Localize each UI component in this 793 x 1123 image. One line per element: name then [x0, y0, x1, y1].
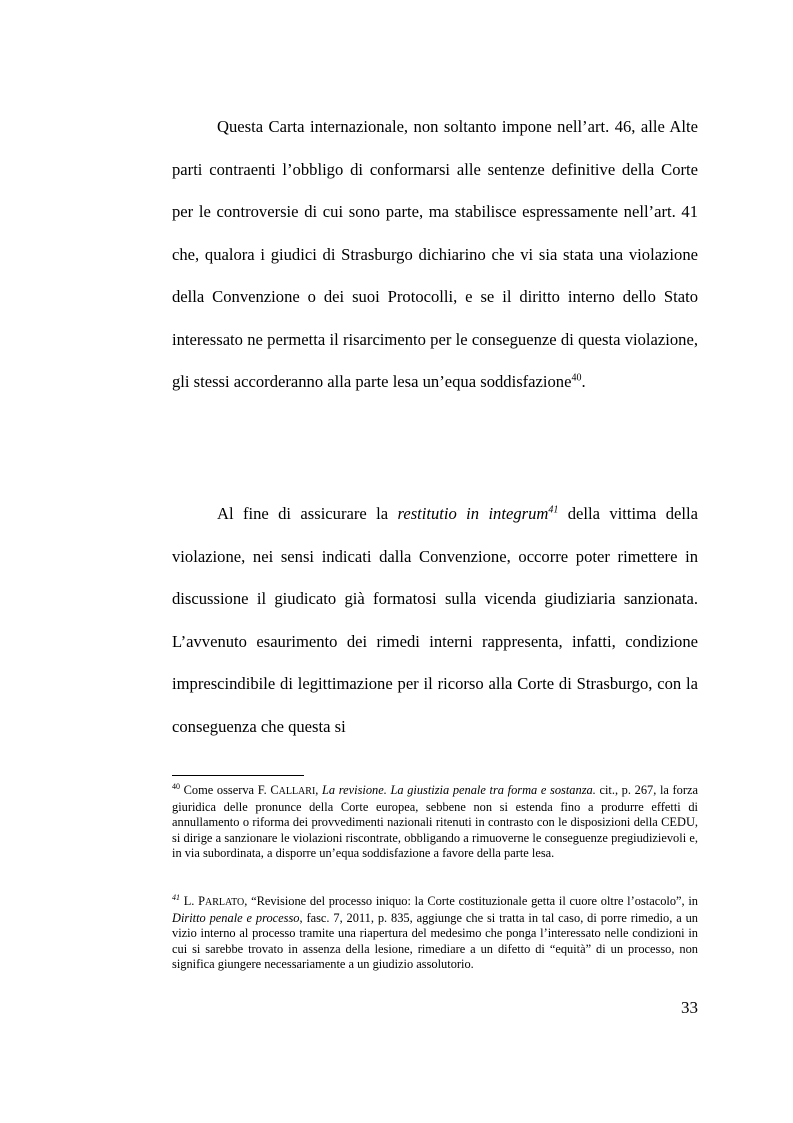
footnote-41-intro: L. P: [180, 894, 206, 908]
paragraph-2-text-start: Al fine di assicurare la: [217, 504, 398, 523]
paragraph-1-end: .: [581, 372, 586, 391]
footnote-41-author: ARLATO: [205, 897, 245, 908]
footnote-41-title: Diritto penale e processo: [172, 910, 300, 925]
footnote-41: [172, 894, 698, 973]
paragraph-2-text-rest: della vittima della violazione, nei sensi indicati dalla Convenzione, occorre poter rimettere in discussione il giudicato già formatosi sulla vicenda giudiziaria sanzionata. L’avvenuto esaurimento dei rimedi interni rappresenta, infatti, condizione imprescindibile di legittimazione per il ricorso alla Corte di Strasburgo, con la conseguenza che questa si: [172, 504, 699, 736]
footnote-41-quote: , “Revisione del processo iniquo: la Corte costituzionale getta il cuore oltre l’ostacolo”, in: [244, 894, 698, 908]
footnote-40-author: ALLARI: [278, 786, 316, 797]
footnote-40-body: cit., p. 267, la forza giuridica delle pronunce della Corte europea, sebbene non si estenda fino a produrre effetti di annullamento o riforma dei provvedimenti nazionali ritenuti in contrasto con le disposizioni della CEDU, si dirige a sanzionare le violazioni riscontrate, obbligando a rimuoverne le conseguenze pregiudizievoli e, in via subordinata, a disporre un’equa soddisfazione a favore della parte lesa.: [172, 783, 698, 861]
footnote-41-body: , fasc. 7, 2011, p. 835, aggiunge che si tratta in tal caso, di porre rimedio, a un vizio interno al processo tramite una riapertura del medesimo che ponga l’interessato nelle condizioni in cui si sarebbe trovato in assenza della lesione, rimediare a un difetto di “equità” di un processo, non significa giungere necessariamente a un giudizio assolutorio.: [172, 910, 698, 972]
footnote-separator: [172, 775, 304, 776]
latin-phrase: restitutio in integrum: [397, 504, 549, 523]
footnote-40: [172, 783, 698, 862]
footnote-40-sep: ,: [315, 783, 323, 797]
footnote-40-intro: Come osserva F. C: [180, 783, 279, 797]
body-paragraph-2: [172, 493, 698, 748]
footnote-40-title: La revisione. La giustizia penale tra forma e sostanza.: [322, 783, 596, 797]
paragraph-1-text: Questa Carta internazionale, non soltanto impone nell’art. 46, alle Alte parti contraenti l’obbligo di conformarsi alle sentenze definitive della Corte per le controversie di cui sono parte, ma stabilisce espressamente nell’art. 41 che, qualora i giudici di Strasburgo dichiarino che vi sia stata una violazione della Convenzione o dei suoi Protocolli, e se il diritto interno dello Stato interessato ne permetta il risarcimento per le conseguenze di questa violazione, gli stessi accorderanno alla parte lesa un’equa soddisfazione: [172, 117, 698, 391]
footnote-number-41: 41: [172, 892, 180, 902]
footnote-number-40: 40: [172, 781, 180, 791]
page-number: 33: [681, 998, 698, 1017]
footnote-ref-40[interactable]: 40: [571, 372, 582, 384]
footnote-ref-41[interactable]: 41: [548, 504, 559, 516]
body-paragraph-1: [172, 106, 698, 404]
